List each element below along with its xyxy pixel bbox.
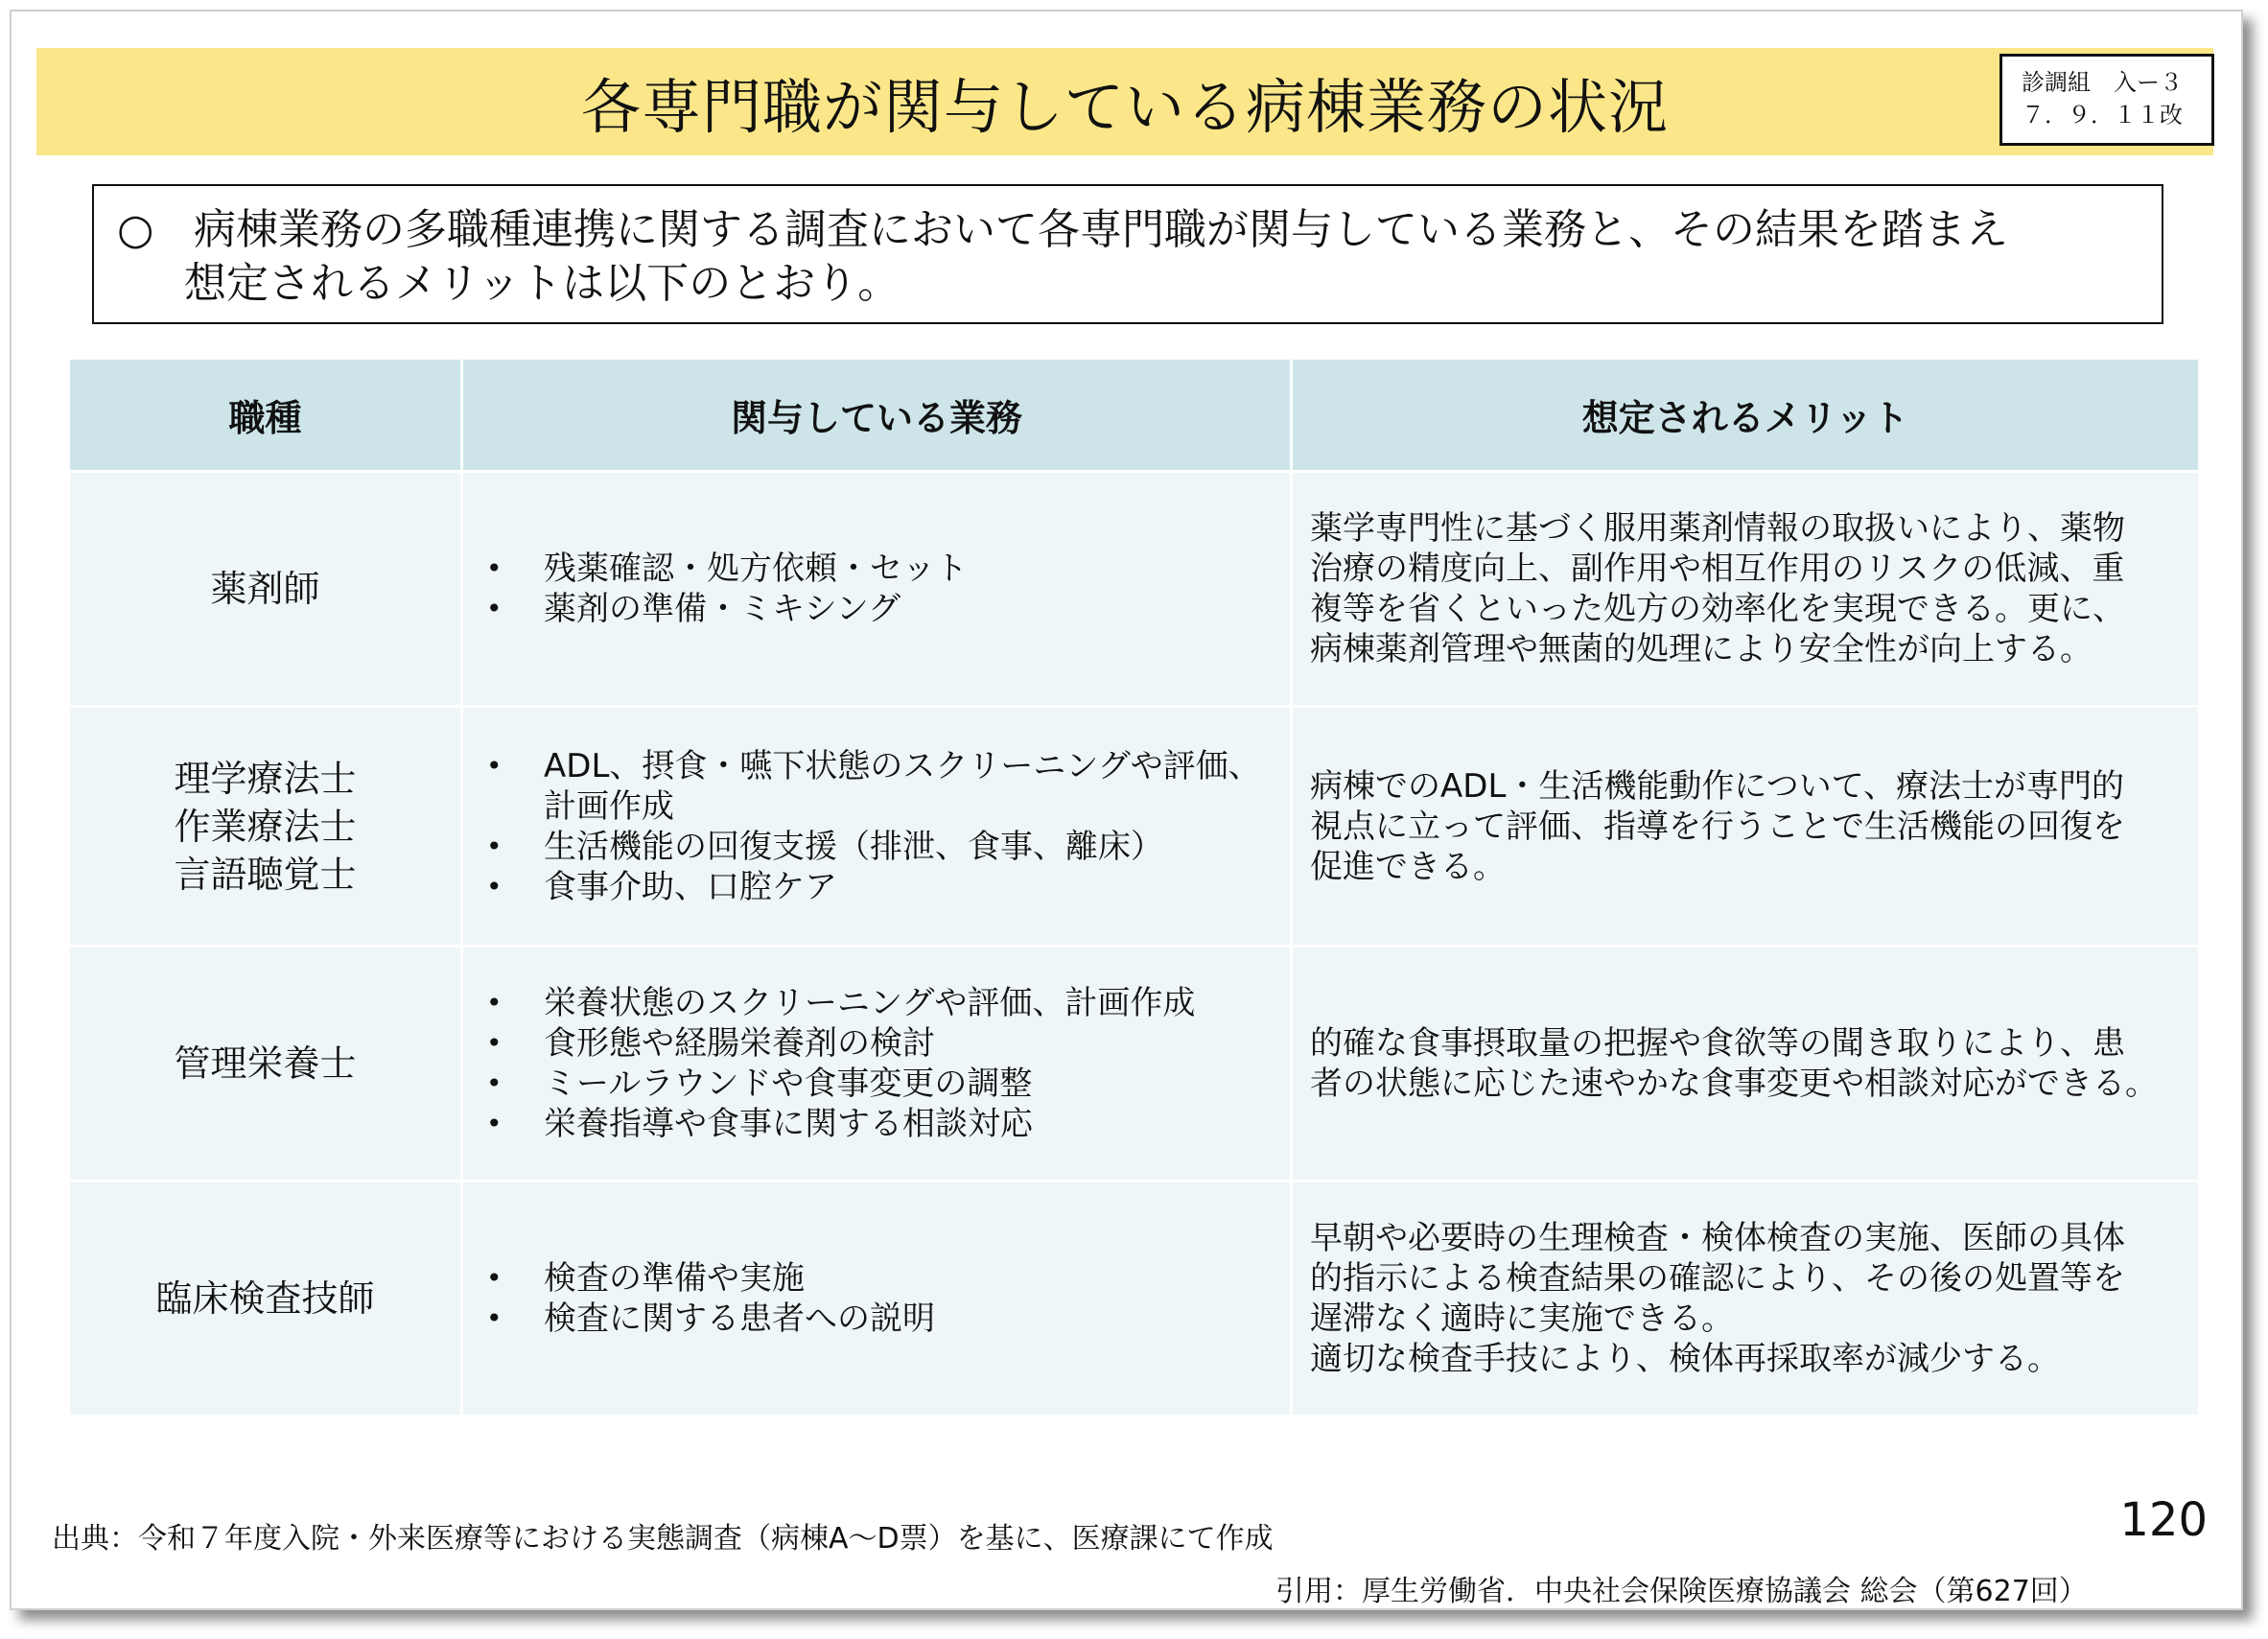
job-type-cell <box>69 707 462 947</box>
job-type-cell <box>69 1182 462 1417</box>
header-merits: 想定されるメリット <box>1292 359 2200 472</box>
duty-item: • ADL、摂食・嚥下状態のスクリーニングや評価、計画作成 <box>482 746 1280 827</box>
duty-item: • 残薬確認・処方依頼・セット <box>482 549 1280 589</box>
page-number: 120 <box>2119 1493 2208 1547</box>
slide <box>10 10 2243 1610</box>
duty-item: • 栄養状態のスクリーニングや評価、計画作成 <box>482 983 1280 1023</box>
source-note: 出典：令和７年度入院・外来医療等における実態調査（病棟A～D票）を基に、医療課にて作成 <box>52 1522 1274 1556</box>
job-type-label: 薬剤師 <box>210 568 320 610</box>
job-type-label: 臨床検査技師 <box>155 1277 375 1320</box>
bullet-circle-icon: ○ <box>117 205 154 254</box>
job-type-label: 理学療法士 <box>174 757 357 800</box>
duties-cell <box>462 472 1292 707</box>
document-reference-box <box>1999 54 2214 146</box>
job-type-label: 管理栄養士 <box>174 1042 357 1085</box>
merit-cell <box>1292 1182 2200 1417</box>
merit-line: 視点に立って評価、指導を行うことで生活機能の回復を <box>1310 807 2125 846</box>
duties-cell <box>462 1182 1292 1417</box>
merit-cell <box>1292 472 2200 707</box>
citation-note: 引用：厚生労働省．中央社会保険医療協議会 総会（第627回） <box>1275 1575 2088 1608</box>
merit-line: 適切な検査手技により、検体再採取率が減少する。 <box>1310 1340 2060 1378</box>
duty-item: • 生活機能の回復支援（排泄、食事、離床） <box>482 827 1280 867</box>
summary-box <box>92 184 2163 324</box>
merit-line: 治療の精度向上、副作用や相互作用のリスクの低減、重 <box>1310 550 2125 588</box>
duty-item: • ミールラウンドや食事変更の調整 <box>482 1064 1280 1104</box>
merit-line: 的指示による検査結果の確認により、その後の処置等を <box>1310 1259 2125 1298</box>
merit-line: 遅滞なく適時に実施できる。 <box>1310 1299 1734 1338</box>
merit-line: 者の状態に応じた速やかな食事変更や相談対応ができる。 <box>1310 1065 2158 1103</box>
duties-table <box>67 357 2201 1417</box>
duties-cell <box>462 707 1292 947</box>
reference-line-1: 診調組 入ー３ <box>2022 69 2183 96</box>
table-row <box>69 707 2200 947</box>
header-duties: 関与している業務 <box>462 359 1292 472</box>
merit-line: 的確な食事摂取量の把握や食欲等の聞き取りにより、患 <box>1310 1024 2125 1063</box>
title-bar <box>36 48 2213 155</box>
merit-cell <box>1292 947 2200 1182</box>
merit-line: 促進できる。 <box>1310 847 1506 886</box>
duty-item: • 食事介助、口腔ケア <box>482 867 1280 907</box>
table-row <box>69 1182 2200 1417</box>
duty-item: • 食形態や経腸栄養剤の検討 <box>482 1023 1280 1064</box>
merit-line: 病棟薬剤管理や無菌的処理により安全性が向上する。 <box>1310 630 2093 668</box>
header-job-type: 職種 <box>69 359 462 472</box>
merit-line: 早朝や必要時の生理検査・検体検査の実施、医師の具体 <box>1310 1219 2125 1257</box>
merit-line: 複等を省くといった処方の効率化を実現できる。更に、 <box>1310 590 2125 628</box>
table-row <box>69 947 2200 1182</box>
job-type-label: 作業療法士 <box>174 805 357 848</box>
summary-line-2: 想定されるメリットは以下のとおり。 <box>184 259 900 308</box>
summary-line-1: 病棟業務の多職種連携に関する調査において各専門職が関与している業務と、その結果を踏まえ <box>194 205 2008 254</box>
duty-item: • 栄養指導や食事に関する相談対応 <box>482 1104 1280 1144</box>
merit-line: 病棟でのADL・生活機能動作について、療法士が専門的 <box>1310 766 2125 806</box>
job-type-cell <box>69 472 462 707</box>
job-type-label: 言語聴覚士 <box>174 853 357 896</box>
job-type-cell <box>69 947 462 1182</box>
duties-cell <box>462 947 1292 1182</box>
duty-item: • 検査の準備や実施 <box>482 1258 1280 1299</box>
merit-cell <box>1292 707 2200 947</box>
duty-item: • 検査に関する患者への説明 <box>482 1299 1280 1339</box>
table-row <box>69 472 2200 707</box>
page-title: 各専門職が関与している病棟業務の状況 <box>580 71 1669 142</box>
merit-line: 薬学専門性に基づく服用薬剤情報の取扱いにより、薬物 <box>1310 509 2125 548</box>
table-header-row <box>69 359 2200 472</box>
reference-line-2: ７．９．１１改 <box>2022 102 2183 129</box>
duty-item: • 薬剤の準備・ミキシング <box>482 589 1280 629</box>
